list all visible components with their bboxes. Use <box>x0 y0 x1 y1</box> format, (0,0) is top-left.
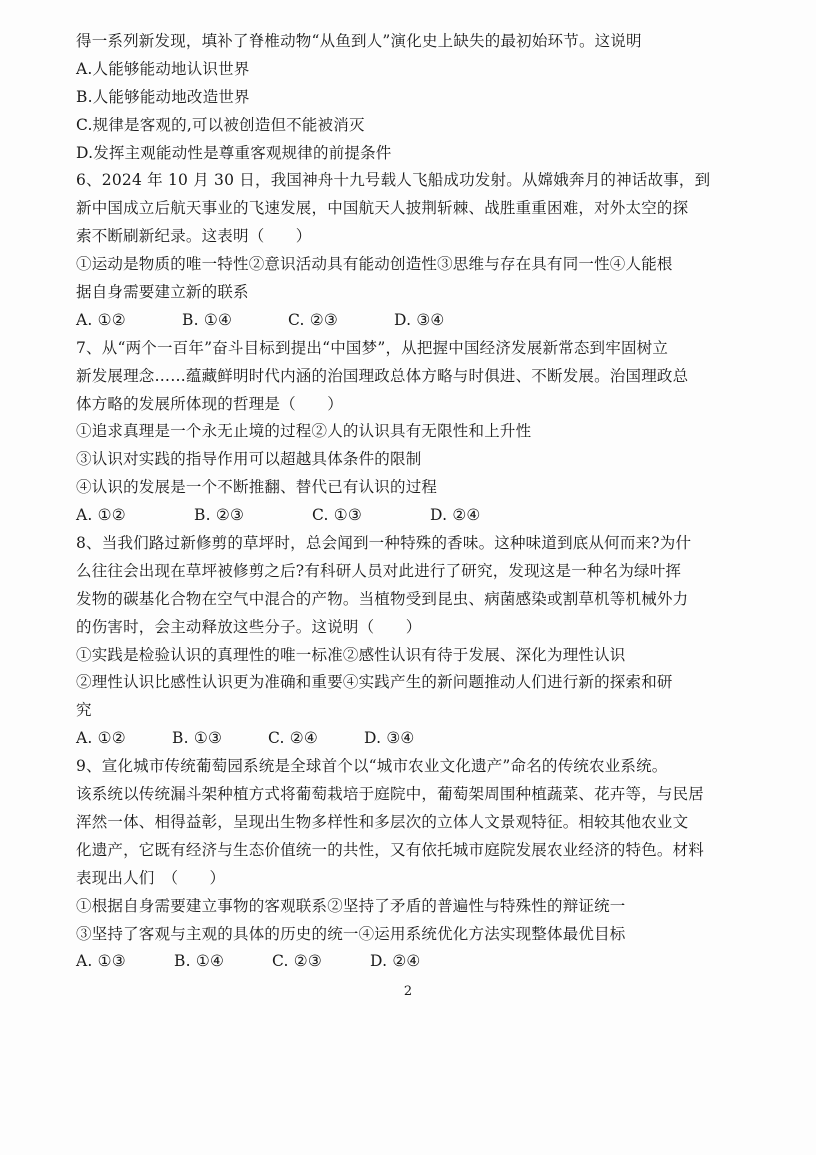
option-d: D. ②④ <box>430 506 481 525</box>
option-d: D. ③④ <box>394 310 445 329</box>
statement-line: ①实践是检验认识的真理性的唯一标准②感性认识有待于发展、深化为理性认识 <box>76 645 626 664</box>
question-stem-line: 得一系列新发现，填补了脊椎动物“从鱼到人”演化史上缺失的最初始环节。这说明 <box>76 32 642 50</box>
question-stem-line: 8、当我们路过新修剪的草坪时，总会闻到一种特殊的香味。这种味道到底从何而来?为什 <box>76 534 692 553</box>
option-b: B. ①④ <box>174 952 225 971</box>
question-stem-line: 化遗产，它既有经济与生态价值统一的共性，又有依托城市庭院发展农业经济的特色。材料 <box>76 840 705 859</box>
option-a: A. ①② <box>76 506 126 525</box>
question-stem-line: 体方略的发展所体现的哲理是（ ） <box>76 394 343 413</box>
option-b: B.人能够能动地改造世界 <box>76 87 250 106</box>
option-b: B. ②③ <box>194 506 245 525</box>
statement-line: 据自身需要建立新的联系 <box>76 283 249 302</box>
option-a: A. ①③ <box>76 952 126 971</box>
previous-question <box>76 28 716 167</box>
answer-options <box>76 307 716 335</box>
question-stem-line: 7、从“两个一百年”奋斗目标到提出“中国梦”，从把握中国经济发展新常态到牢固树立 <box>76 338 669 357</box>
option-c: C. ①③ <box>312 506 362 525</box>
option-d: D.发挥主观能动性是尊重客观规律的前提条件 <box>76 143 392 162</box>
page-content <box>76 28 716 976</box>
question-stem-line: 新中国成立后航天事业的飞速发展，中国航天人披荆斩棘、战胜重重困难，对外太空的探 <box>76 199 689 218</box>
question-stem-line: 索不断刷新纪录。这表明（ ） <box>76 227 312 246</box>
option-a: A. ①② <box>76 729 126 748</box>
option-c: C.规律是客观的,可以被创造但不能被消灭 <box>76 115 365 134</box>
option-a: A. ①② <box>76 310 126 329</box>
question-6 <box>76 167 716 334</box>
answer-options <box>76 725 716 753</box>
question-8 <box>76 530 716 753</box>
question-stem-line: 6、2024 年 10 月 30 日，我国神舟十九号载人飞船成功发射。从嫦娥奔月的神话故事，到 <box>76 171 711 190</box>
statement-line: ①运动是物质的唯一特性②意识活动具有能动创造性③思维与存在具有同一性④人能根 <box>76 255 673 274</box>
statement-line: ①根据自身需要建立事物的客观联系②坚持了矛盾的普遍性与特殊性的辩证统一 <box>76 896 626 915</box>
statement-line: ①追求真理是一个永无止境的过程②人的认识具有无限性和上升性 <box>76 422 532 441</box>
option-b: B. ①④ <box>182 310 233 329</box>
option-d: D. ③④ <box>364 729 415 748</box>
question-7 <box>76 335 716 530</box>
option-c: C. ②③ <box>272 952 322 971</box>
answer-options <box>76 948 716 976</box>
option-b: B. ①③ <box>172 729 223 748</box>
page-number: 2 <box>403 984 413 999</box>
option-c: C. ②③ <box>288 310 338 329</box>
question-stem-line: 新发展理念……蕴藏鲜明时代内涵的治国理政总体方略与时俱进、不断发展。治国理政总 <box>76 366 689 385</box>
option-a: A.人能够能动地认识世界 <box>76 59 250 78</box>
question-stem-line: 该系统以传统漏斗架种植方式将葡萄栽培于庭院中，葡萄架周围种植蔬菜、花卉等，与民居 <box>76 785 705 804</box>
statement-line: 究 <box>76 701 92 720</box>
question-stem-line: 么往往会出现在草坪被修剪之后?有科研人员对此进行了研究，发现这是一种名为绿叶挥 <box>76 561 682 580</box>
question-stem-line: 9、宣化城市传统葡萄园系统是全球首个以“城市农业文化遗产”命名的传统农业系统。 <box>76 757 668 776</box>
option-d: D. ②④ <box>370 952 421 971</box>
question-stem-line: 浑然一体、相得益彰，呈现出生物多样性和多层次的立体人文景观特征。相较其他农业文 <box>76 812 689 831</box>
option-c: C. ②④ <box>268 729 318 748</box>
statement-line: ③坚持了客观与主观的具体的历史的统一④运用系统优化方法实现整体最优目标 <box>76 924 626 943</box>
question-9 <box>76 753 716 976</box>
statement-line: ②理性认识比感性认识更为准确和重要④实践产生的新问题推动人们进行新的探索和研 <box>76 673 673 692</box>
answer-options <box>76 502 716 530</box>
question-stem-line: 表现出人们 （ ） <box>76 868 226 887</box>
statement-line: ④认识的发展是一个不断推翻、替代已有认识的过程 <box>76 478 438 497</box>
statement-line: ③认识对实践的指导作用可以超越具体条件的限制 <box>76 450 422 469</box>
question-stem-line: 发物的碳基化合物在空气中混合的产物。当植物受到昆虫、病菌感染或割草机等机械外力 <box>76 589 689 608</box>
question-stem-line: 的伤害时，会主动释放这些分子。这说明（ ） <box>76 617 422 636</box>
